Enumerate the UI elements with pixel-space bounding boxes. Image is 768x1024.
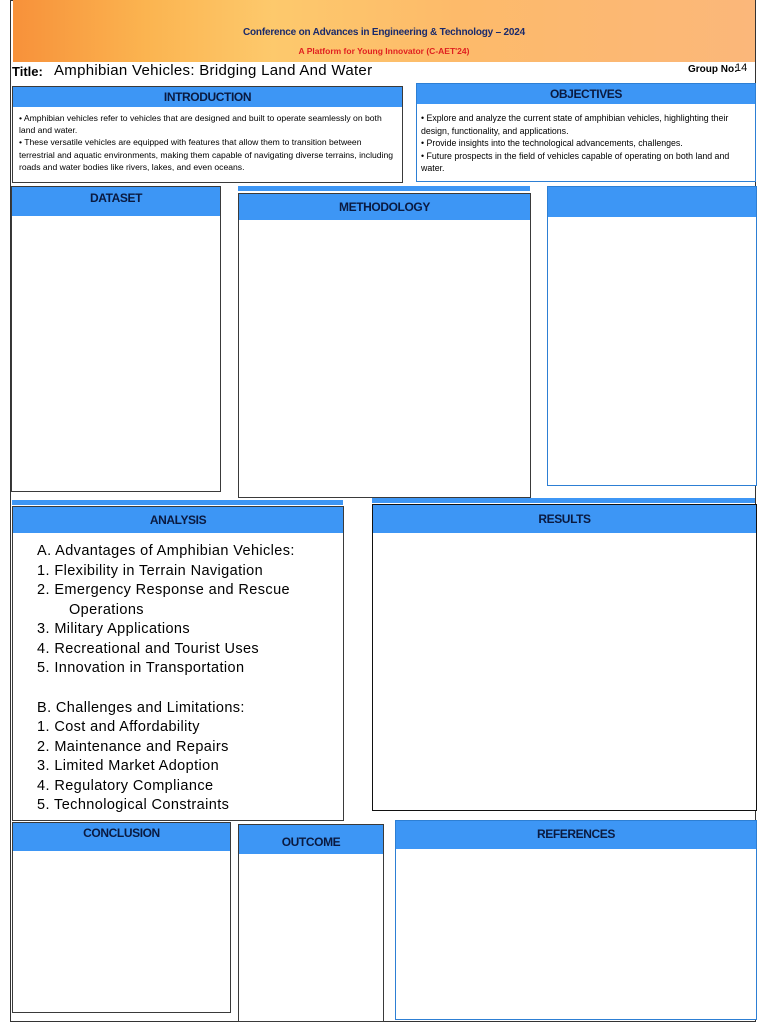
introduction-paragraph: • These versatile vehicles are equipped with features that allow them to transition between terrestrial and aquatic environments, making them capable of navigating diverse terrains, including roads and water bodies like rivers, lakes, and even oceans. <box>19 137 394 172</box>
challenge-item: 4. Regulatory Compliance <box>37 777 214 794</box>
objectives-body <box>421 112 751 175</box>
title-label: Title: <box>12 64 43 79</box>
challenge-item: 2. Maintenance and Repairs <box>37 738 229 755</box>
results-heading: RESULTS <box>373 505 756 533</box>
untitled-heading <box>548 187 756 217</box>
advantage-item: 5. Innovation in Transportation <box>37 660 245 676</box>
introduction-body <box>19 112 396 173</box>
results-top-strip <box>372 498 755 503</box>
advantage-item: 2. Emergency Response and Rescue <box>37 582 290 598</box>
objectives-paragraph: • Provide insights into the technological advancements, challenges. <box>421 138 683 149</box>
list-gap <box>37 679 335 699</box>
challenge-item: 1. Cost and Affordability <box>37 719 200 735</box>
conclusion-section <box>12 822 231 1013</box>
dataset-heading: DATASET <box>12 187 220 216</box>
introduction-heading: INTRODUCTION <box>13 87 402 107</box>
analysis-heading: ANALYSIS <box>13 507 343 533</box>
objectives-paragraph: • Future prospects in the field of vehicles capable of operating on both land and water. <box>421 150 730 174</box>
objectives-heading: OBJECTIVES <box>417 84 755 104</box>
introduction-paragraph: • Amphibian vehicles refer to vehicles that are designed and built to operate seamlessly on both land and water. <box>19 113 382 136</box>
analysis-list <box>37 542 335 816</box>
advantage-item: 3. Military Applications <box>37 621 191 637</box>
dataset-section <box>11 186 221 492</box>
advantages-title: A. Advantages of Amphibian Vehicles: <box>37 543 295 559</box>
references-section <box>395 820 757 1020</box>
objectives-section <box>416 83 756 182</box>
analysis-top-strip <box>12 500 343 505</box>
advantage-item: Operations <box>69 601 144 618</box>
group-label: Group No: <box>688 64 738 75</box>
references-heading: REFERENCES <box>396 821 756 849</box>
advantage-item: 1. Flexibility in Terrain Navigation <box>37 562 264 579</box>
conference-tagline: A Platform for Young Innovator (C-AET'24) <box>298 46 470 56</box>
untitled-section <box>547 186 757 486</box>
conclusion-heading: CONCLUSION <box>13 823 230 851</box>
conference-banner <box>13 0 755 62</box>
challenges-title: B. Challenges and Limitations: <box>37 699 245 716</box>
introduction-section <box>12 86 403 183</box>
results-section <box>372 504 757 811</box>
challenge-item: 3. Limited Market Adoption <box>37 758 220 774</box>
analysis-section <box>12 506 344 821</box>
advantage-item: 4. Recreational and Tourist Uses <box>37 640 260 657</box>
conference-name: Conference on Advances in Engineering & Technology – 2024 <box>242 27 525 38</box>
objectives-paragraph: • Explore and analyze the current state of amphibian vehicles, highlighting their design, functionality, and applications. <box>421 113 729 136</box>
challenge-item: 5. Technological Constraints <box>37 797 230 813</box>
poster-title: Amphibian Vehicles: Bridging Land And Water <box>54 62 373 79</box>
methodology-heading: METHODOLOGY <box>239 194 530 220</box>
methodology-section <box>238 193 531 498</box>
outcome-section <box>238 824 384 1022</box>
methodology-top-strip <box>238 186 530 191</box>
group-number: 14 <box>735 62 748 74</box>
outcome-heading: OUTCOME <box>239 825 383 854</box>
